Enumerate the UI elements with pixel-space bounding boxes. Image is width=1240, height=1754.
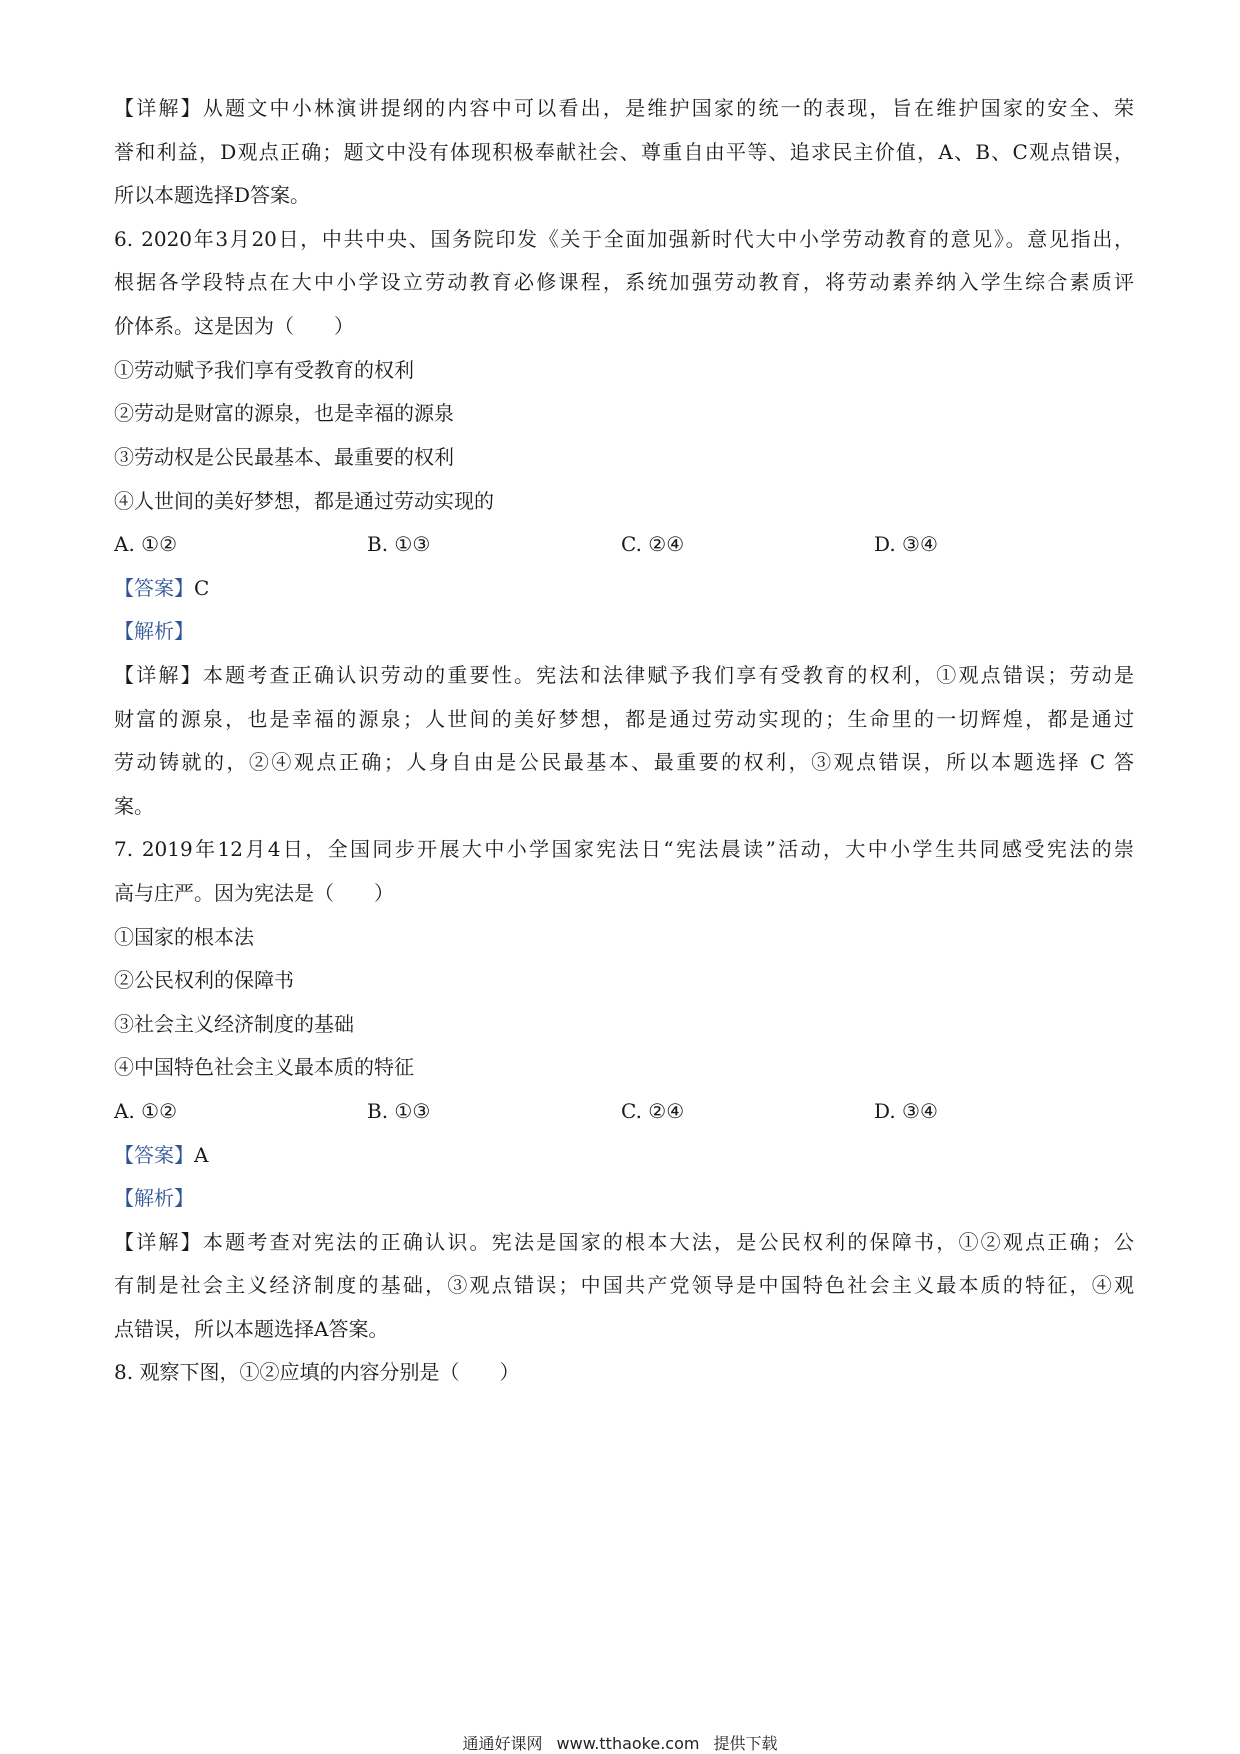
q6-item-1: ①劳动赋予我们享有受教育的权利: [114, 358, 414, 382]
q6-analysis-label: 【解析】: [114, 619, 194, 643]
detail-label: 【详解】: [114, 96, 203, 120]
footer-note: 提供下载: [713, 1734, 778, 1753]
q6-option-c: C. ②④: [621, 532, 685, 556]
q7-item-4: ④中国特色社会主义最本质的特征: [114, 1055, 414, 1079]
q7-stem-line-1: 7. 2019年12月4日，全国同步开展大中小学国家宪法日“宪法晨读”活动，大中小学生共同感受宪法的崇: [114, 837, 1134, 861]
footer-url[interactable]: www.tthaoke.com: [556, 1734, 700, 1753]
q6-detail-line-3: 劳动铸就的，②④观点正确；人身自由是公民最基本、最重要的权利，③观点错误，所以本题选择 C 答: [114, 750, 1134, 774]
answer-value: C: [194, 576, 210, 600]
q6-item-4: ④人世间的美好梦想，都是通过劳动实现的: [114, 489, 494, 513]
q7-stem-line-2: 高与庄严。因为宪法是（ ）: [114, 881, 394, 905]
answer-value: A: [194, 1143, 209, 1167]
page-footer: [0, 1735, 1240, 1753]
q6-stem-line-3: 价体系。这是因为（ ）: [114, 314, 354, 338]
q7-analysis-label: 【解析】: [114, 1186, 194, 1210]
q6-detail-line-4: 案。: [114, 794, 154, 818]
q6-stem-line-1: 6. 2020年3月20日，中共中央、国务院印发《关于全面加强新时代大中小学劳动教育的意见》。意见指出，: [114, 227, 1134, 251]
answer-label: 【答案】: [114, 1143, 194, 1167]
q7-option-d: D. ③④: [874, 1099, 938, 1123]
detail-label: 【详解】: [114, 1230, 203, 1254]
q6-detail-line-1: 【详解】本题考查正确认识劳动的重要性。宪法和法律赋予我们享有受教育的权利，①观点错误；劳动是: [114, 663, 1135, 687]
q7-item-2: ②公民权利的保障书: [114, 968, 294, 992]
q7-detail-line-1: 【详解】本题考查对宪法的正确认识。宪法是国家的根本大法，是公民权利的保障书，①②观点正确；公: [114, 1230, 1135, 1254]
q7-option-c: C. ②④: [621, 1099, 685, 1123]
q6-item-3: ③劳动权是公民最基本、最重要的权利: [114, 445, 454, 469]
q7-detail-line-2: 有制是社会主义经济制度的基础，③观点错误；中国共产党领导是中国特色社会主义最本质的特征，④观: [114, 1273, 1134, 1297]
q7-option-a: A. ①②: [114, 1099, 178, 1123]
q6-answer: [114, 575, 1134, 601]
q6-detail-line-2: 财富的源泉，也是幸福的源泉；人世间的美好梦想，都是通过劳动实现的；生命里的一切辉煌，都是通过: [114, 707, 1134, 731]
q7-item-3: ③社会主义经济制度的基础: [114, 1012, 354, 1036]
q7-detail-line-3: 点错误，所以本题选择A答案。: [114, 1317, 389, 1341]
q7-option-b: B. ①③: [367, 1099, 431, 1123]
q8-stem: 8. 观察下图，①②应填的内容分别是（ ）: [114, 1360, 520, 1384]
answer-label: 【答案】: [114, 576, 194, 600]
prev-detail-line-2: 誉和利益，D观点正确；题文中没有体现积极奉献社会、尊重自由平等、追求民主价值，A、B、C观点错误，: [114, 140, 1134, 164]
prev-detail-line-1: 【详解】从题文中小林演讲提纲的内容中可以看出，是维护国家的统一的表现，旨在维护国家的安全、荣: [114, 96, 1135, 120]
q6-option-d: D. ③④: [874, 532, 938, 556]
detail-label: 【详解】: [114, 663, 203, 687]
q7-item-1: ①国家的根本法: [114, 925, 254, 949]
footer-site-name: 通通好课网: [462, 1734, 543, 1753]
prev-detail-line-3: 所以本题选择D答案。: [114, 183, 311, 207]
q6-option-a: A. ①②: [114, 532, 178, 556]
q6-option-b: B. ①③: [367, 532, 431, 556]
q6-item-2: ②劳动是财富的源泉，也是幸福的源泉: [114, 401, 454, 425]
q7-answer: [114, 1142, 1134, 1168]
q6-stem-line-2: 根据各学段特点在大中小学设立劳动教育必修课程，系统加强劳动教育，将劳动素养纳入学生综合素质评: [114, 270, 1134, 294]
